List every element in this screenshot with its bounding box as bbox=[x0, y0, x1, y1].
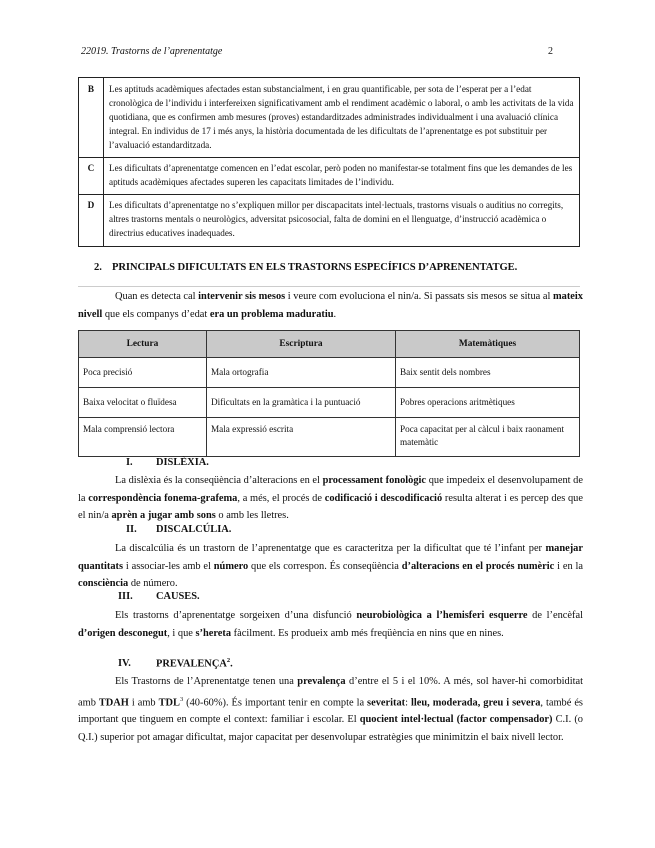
table-row bbox=[79, 388, 580, 418]
criteria-text: Les dificultats d’aprenentatge no s’expliquen millor per discapacitats intel·lectuals, trastorns visuals o auditius no corregits, altres trastorns mentals o neurològics, adversitat psicosocial, falta de domini en el llenguatge, d’instrucció acadèmica o directrius educatives inadequades. bbox=[104, 195, 580, 247]
subsection-heading-dyscalculia: II. DISCALCÚLIA. bbox=[126, 524, 232, 535]
table-row bbox=[79, 358, 580, 388]
table-cell: Mala ortografia bbox=[207, 358, 396, 388]
criteria-letter: B bbox=[79, 78, 104, 158]
prevalence-paragraph: Els Trastorns de l’Aprenentatge tenen una prevalença d’entre el 5 i el 10%. A més, sol haver-hi comorbiditat amb TDAH i amb TDL$^3$ (40-60%). És important tenir en compte la severitat: lleu, moderada, greu i severa, també és important que tinguem en compte el context: familiar i escolar. El quocient intel·lectual (factor compensador) C.I. (o Q.I.) superior pot amagar dificultat, major capacitat per desenvolupar estratègies que minimitzin el baix nivell lector. bbox=[78, 676, 583, 743]
column-header-math: Matemàtiques bbox=[396, 331, 580, 358]
table-cell: Dificultats en la gramàtica i la puntuació bbox=[207, 388, 396, 418]
criteria-table bbox=[78, 77, 580, 247]
table-cell: Poca capacitat per al càlcul i baix raonament matemàtic bbox=[396, 418, 580, 457]
dyscalculia-paragraph: La discalcúlia és un trastorn de l’aprenentatge que es caracteritza per la dificultat que té l’infant per manejar quantitats i associar-les amb el número que els correspon. És conseqüència d’alteracions en el procés numèric i en la consciència de número. bbox=[78, 543, 583, 589]
criteria-letter: C bbox=[79, 158, 104, 195]
section-number: 2. bbox=[94, 262, 102, 273]
subsection-heading-prevalence: IV. PREVALENÇA$^2$. bbox=[118, 657, 233, 670]
table-header-row bbox=[79, 331, 580, 358]
dyslexia-paragraph: La dislèxia és la conseqüència d’alteracions en el processament fonològic que impedeix el desenvolupament de la correspondència fonema-grafema, a més, el procés de codificació i descodificació resulta alterat i es percep des que el nin/a aprèn a jugar amb sons o amb les lletres. bbox=[78, 475, 583, 521]
table-cell: Mala expressió escrita bbox=[207, 418, 396, 457]
divider bbox=[78, 286, 580, 287]
causes-paragraph: Els trastorns d’aprenentatge sorgeixen d’una disfunció neurobiològica a l’hemisferi esquerre de l’encèfal d’origen desconegut, i que s’hereta fàcilment. Es produeix amb més freqüència en nins que en nines. bbox=[78, 610, 583, 639]
running-header-title: 22019. Trastorns de l’aprenentatge bbox=[81, 46, 223, 57]
column-header-writing: Escriptura bbox=[207, 331, 396, 358]
page-number: 2 bbox=[548, 46, 553, 57]
criteria-text: Les dificultats d’aprenentatge comencen en l’edat escolar, però poden no manifestar-se totalment fins que les demandes de les aptituds acadèmiques afectades superen les capacitats limitades de l’individu. bbox=[104, 158, 580, 195]
table-cell: Baixa velocitat o fluïdesa bbox=[79, 388, 207, 418]
criteria-row bbox=[79, 78, 580, 158]
column-header-reading: Lectura bbox=[79, 331, 207, 358]
table-cell: Poca precisió bbox=[79, 358, 207, 388]
subsection-heading-causes: III. CAUSES. bbox=[118, 591, 200, 602]
criteria-text: Les aptituds acadèmiques afectades estan substancialment, i en grau quantificable, per sota de l’esperat per a l’edat cronològica de l’individu i interfereixen significativament amb el rendiment acadèmic o laboral, o amb les activitats de la vida quotidiana, que es confirmen amb mesures (proves) estandarditzades administrades individualment i una avaluació clínica integral. En individus de 17 i més anys, la història documentada de les dificultats de l’aprenentatge es pot substituir per l’avaluació estandarditzada. bbox=[104, 78, 580, 158]
table-cell: Pobres operacions aritmètiques bbox=[396, 388, 580, 418]
table-cell: Baix sentit dels nombres bbox=[396, 358, 580, 388]
criteria-letter: D bbox=[79, 195, 104, 247]
intro-paragraph: Quan es detecta cal intervenir sis mesos i veure com evoluciona el nin/a. Si passats sis mesos se situa al mateix nivell que els companys d’edat era un problema maduratiu. bbox=[78, 291, 583, 320]
section-heading bbox=[94, 262, 517, 273]
criteria-row bbox=[79, 158, 580, 195]
difficulties-table bbox=[78, 330, 580, 457]
table-cell: Mala comprensió lectora bbox=[79, 418, 207, 457]
section-title: PRINCIPALS DIFICULTATS EN ELS TRASTORNS ESPECÍFICS D’APRENENTATGE. bbox=[111, 262, 518, 273]
subsection-heading-dyslexia: I. DISLÈXIA. bbox=[126, 457, 209, 468]
table-row bbox=[79, 418, 580, 457]
criteria-row bbox=[79, 195, 580, 247]
